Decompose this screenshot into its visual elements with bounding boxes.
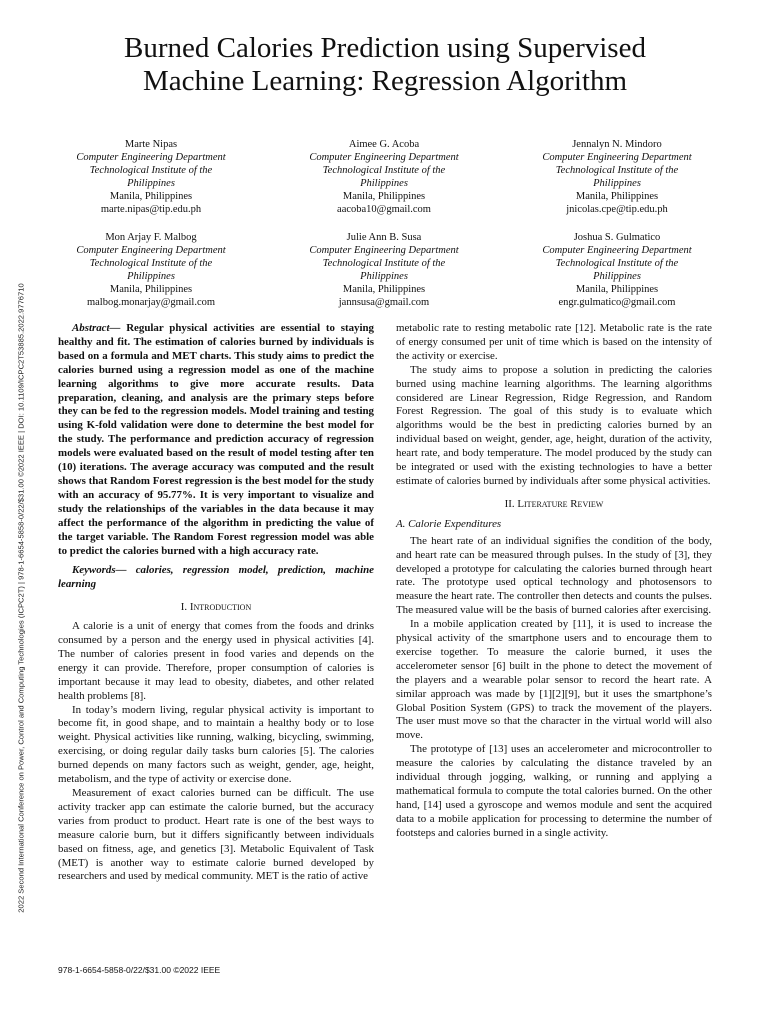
paragraph: metabolic rate to resting metabolic rate [12]. Metabolic rate is the rate of energy consumed per unit of time which is based on the intensity of the activity or exercise.	[396, 322, 712, 362]
author-location: Manila, Philippines	[109, 190, 193, 202]
author-inst: Technological Institute of the	[322, 164, 446, 176]
title-line-2: Machine Learning: Regression Algorithm	[142, 65, 628, 97]
author-6	[501, 232, 733, 309]
author-location: Manila, Philippines	[109, 283, 193, 295]
author-name: Julie Ann B. Susa	[346, 232, 422, 243]
author-email: jannsusa@gmail.com	[338, 296, 430, 308]
title-line-1: Burned Calories Prediction using Supervised	[124, 32, 646, 64]
author-5	[268, 232, 500, 309]
abstract	[58, 322, 374, 558]
author-inst: Philippines	[593, 177, 641, 189]
page-footer: 978-1-6654-5858-0/22/$31.00 ©2022 IEEE	[58, 965, 221, 975]
author-dept: Computer Engineering Department	[309, 244, 459, 256]
sidebar-citation	[14, 215, 28, 980]
sidebar-citation-text: 2022 Second International Conference on Power, Control and Computing Technologies (ICPC2T) | 978-1-6654-5858-0/22/$31.00 ©2022 IEEE | DOI: 10.1109/ICPC2T53885.2022.9776710	[16, 282, 26, 913]
author-inst: Technological Institute of the	[89, 257, 213, 269]
author-name: Aimee G. Acoba	[348, 139, 420, 150]
author-inst: Technological Institute of the	[555, 257, 679, 269]
section-heading-introduction: I. Introduction	[180, 601, 252, 614]
author-name: Jennalyn N. Mindoro	[572, 139, 662, 150]
author-1	[35, 139, 267, 216]
abstract-text: Regular physical activities are essential to staying healthy and fit. The estimation of calories burned by individuals is based on a formula and MET charts. This study aims to predict the calories burned using a regression model as one of the machine learning algorithms to give more accurate results. Data preparation, cleaning, and analysis are the primary steps before they can be fed to the regression models. Model training and testing using K-fold validation were done to determine the best model for the study. The performance and prediction accuracy of regression models were evaluated based on the result of model testing after ten (10) iterations. The average accuracy was computed and the result shows that Random Forest regression is the best model for the study with an accuracy of 95.77%. It is very important to visualize and study the relationships of the variables in the data because it may affect the performance of the algorithm in predicting the value of the target variable. The Random Forest regression model was able to predict the calories burned with a high accuracy rate.	[58, 322, 374, 557]
paragraph: Measurement of exact calories burned can be difficult. The use activity tracker app can estimate the calorie burned, but the accuracy varies from product to product. Heart rate is one of the best ways to measure calorie burn, but it differs significantly between individuals based on fitness, age, and genetics [3]. Metabolic Equivalent of Task (MET) is another way to estimate calorie burned developed by researchers and used by medical community. MET is the ratio of active	[58, 787, 374, 883]
author-2	[268, 139, 500, 216]
paragraph: In a mobile application created by [11], it is used to increase the physical activity of the smartphone users and to encourage them to exercise together. To measure the calorie burned, it uses the accelerometer sensor [6] built in the phone to detect the movement of the players and a wearable polar sensor to record the heart rate. A similar approach was made by [1][2][9], but it uses the smartphone’s Global Position System (GPS) to track the movement of the players. The user must move so that the character in the virtual world will also move.	[396, 618, 712, 742]
author-inst: Philippines	[127, 177, 175, 189]
paragraph: The study aims to propose a solution in predicting the calories burned using machine learning algorithms. The learning algorithms considered are Linear Regression, Ridge Regression, and Random Forest Regression. The goal of this study is to evaluate which algorithms would be the best in predicting calories burned by an individual based on weight, gender, age, height, duration of the activity, heart rate, and body temperature. The model produced by the study can be integrated or used with the existing technologies to have a better estimate of calories burned by individuals after some physical activities.	[396, 363, 712, 487]
author-inst: Philippines	[127, 270, 175, 282]
author-name: Mon Arjay F. Malbog	[105, 232, 197, 243]
author-email: engr.gulmatico@gmail.com	[558, 296, 676, 308]
author-dept: Computer Engineering Department	[542, 151, 692, 163]
author-inst: Philippines	[593, 270, 641, 282]
author-inst: Technological Institute of the	[89, 164, 213, 176]
author-location: Manila, Philippines	[342, 283, 426, 295]
author-email: malbog.monarjay@gmail.com	[86, 296, 216, 308]
author-location: Manila, Philippines	[575, 190, 659, 202]
author-location: Manila, Philippines	[575, 283, 659, 295]
paragraph: The heart rate of an individual signifies the condition of the body, and heart rate can be measured through pulses. In the study of [3], they developed a prototype for calculating the calories burned through heart rate. The prototype used optical technology and photosensors to measure the heart rate. The controller then detects and counts the pulses. The measured value will be the basis of burned calories after exercising.	[396, 534, 712, 617]
author-dept: Computer Engineering Department	[309, 151, 459, 163]
author-dept: Computer Engineering Department	[542, 244, 692, 256]
left-column	[58, 322, 374, 884]
author-inst: Philippines	[360, 270, 408, 282]
paragraph: A calorie is a unit of energy that comes from the foods and drinks consumed by a person and the energy used in physical activities [4]. The number of calories present in food varies and depends on the energy it can provide. Therefore, proper consumption of calories is important because it may lead to obesity, diabetes, and other related health problems [8].	[58, 620, 374, 702]
subsection-heading: A. Calorie Expenditures	[396, 517, 502, 530]
author-name: Marte Nipas	[124, 139, 178, 150]
author-name: Joshua S. Gulmatico	[573, 232, 661, 243]
author-inst: Technological Institute of the	[322, 257, 446, 269]
author-dept: Computer Engineering Department	[76, 151, 226, 163]
paragraph: The prototype of [13] uses an accelerometer and microcontroller to measure the calories by calculating the distance traveled by an individual through jogging, walking, or running and applying a mathematical formula to compute the total calories burned. On the other hand, [14] used a gyroscope and wemos module and sent the acquired data to a mobile application for processing to determine the number of footsteps and calories burned in a single activity.	[396, 743, 712, 839]
author-4	[35, 232, 267, 309]
section-heading-literature-review: II. Literature Review	[504, 497, 604, 510]
author-location: Manila, Philippines	[342, 190, 426, 202]
right-column	[396, 322, 712, 841]
author-email: marte.nipas@tip.edu.ph	[100, 203, 202, 215]
author-3	[501, 139, 733, 216]
author-inst: Philippines	[360, 177, 408, 189]
author-inst: Technological Institute of the	[555, 164, 679, 176]
paper-title	[60, 32, 710, 98]
abstract-label: Abstract—	[72, 322, 121, 334]
author-email: aacoba10@gmail.com	[337, 203, 431, 215]
author-email: jnicolas.cpe@tip.edu.ph	[566, 203, 668, 215]
paragraph: In today’s modern living, regular physical activity is important to become fit, in good shape, and to maintain a healthy body or to lose weight. Physical activities like running, walking, bicycling, swimming, exercising, or doing regular daily tasks burn calories [5]. The calories burned depends on many factors such as weight, gender, age, height, metabolism, and the type of activity or exercise done.	[58, 703, 374, 786]
keywords: Keywords— calories, regression model, prediction, machine learning	[58, 564, 374, 591]
author-dept: Computer Engineering Department	[76, 244, 226, 256]
